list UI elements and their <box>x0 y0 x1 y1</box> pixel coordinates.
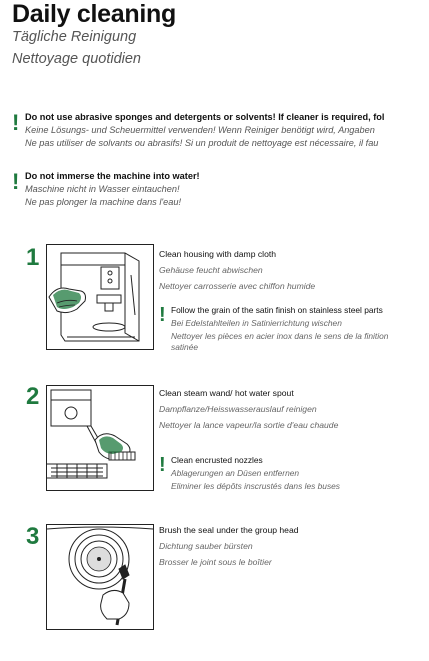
step-3-text <box>159 522 299 570</box>
step-1-note <box>159 305 419 355</box>
note-text-fr-cont: satinée <box>171 342 199 352</box>
warning-text-en: Do not use abrasive sponges and detergents or solvents! If cleaner is required, fol <box>25 112 385 122</box>
step-text-de: Gehäuse feucht abwischen <box>159 265 263 275</box>
step-text-en: Clean housing with damp cloth <box>159 249 277 259</box>
group-head-seal-illustration <box>47 525 153 629</box>
exclamation-icon: ! <box>12 111 20 135</box>
exclamation-icon: ! <box>12 170 20 194</box>
step-1-text <box>159 246 315 294</box>
step-text-en: Clean steam wand/ hot water spout <box>159 388 294 398</box>
note-text-fr: Nettoyer les pièces en acier inox dans le sens de la finition <box>171 331 389 341</box>
step-text-fr: Nettoyer la lance vapeur/la sortie d'eau chaude <box>159 420 339 430</box>
step-text-fr: Nettoyer carrosserie avec chiffon humide <box>159 281 316 291</box>
exclamation-icon: ! <box>159 454 166 476</box>
note-text-fr: Eliminer les dépôts inscrustés dans les buses <box>171 481 340 491</box>
warning-text-de: Keine Lösungs- und Scheuermittel verwenden! Wenn Reiniger benötigt wird, Angaben <box>25 125 375 135</box>
note-text-de: Bei Edelstahlteilen in Satinierrichtung wischen <box>171 318 342 328</box>
step-text-en: Brush the seal under the group head <box>159 525 299 535</box>
warning-text-fr: Ne pas utiliser de solvants ou abrasifs! Si un produit de nettoyage est nécessaire, il fau <box>25 138 379 148</box>
warning-text-de: Maschine nicht in Wasser eintauchen! <box>25 184 180 194</box>
steam-wand-illustration <box>47 386 153 490</box>
step-2-illustration <box>46 385 154 491</box>
machine-housing-illustration <box>47 245 153 349</box>
step-number: 2 <box>26 383 40 410</box>
subtitle-de: Tägliche Reinigung <box>12 29 137 45</box>
subtitle-fr: Nettoyage quotidien <box>12 51 141 67</box>
warning-abrasives <box>12 111 429 151</box>
warning-text-fr: Ne pas plonger la machine dans l'eau! <box>25 197 181 207</box>
step-text-de: Dichtung sauber bürsten <box>159 541 253 551</box>
step-2-text <box>159 385 338 433</box>
warning-text-en: Do not immerse the machine into water! <box>25 171 200 181</box>
warning-immerse <box>12 170 429 210</box>
step-number: 3 <box>26 523 40 550</box>
step-text-fr: Brosser le joint sous le boîtier <box>159 557 272 567</box>
page-title: Daily cleaning <box>12 0 176 28</box>
note-text-en: Clean encrusted nozzles <box>171 455 263 465</box>
exclamation-icon: ! <box>159 304 166 326</box>
step-1-illustration <box>46 244 154 350</box>
note-text-de: Ablagerungen an Düsen entfernen <box>171 468 300 478</box>
step-number: 1 <box>26 244 40 271</box>
step-text-de: Dampflanze/Heisswasserauslauf reinigen <box>159 404 317 414</box>
note-text-en: Follow the grain of the satin finish on stainless steel parts <box>171 305 383 315</box>
step-3-illustration <box>46 524 154 630</box>
step-2-note <box>159 455 419 495</box>
